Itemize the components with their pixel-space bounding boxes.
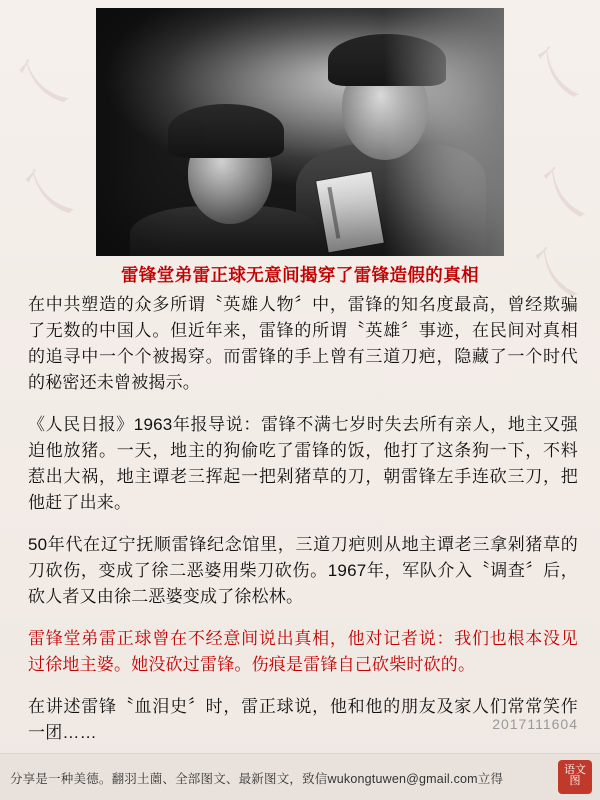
- site-logo-line1: 语文: [564, 764, 586, 776]
- watermark-mark: 乀: [525, 241, 584, 305]
- watermark-mark: 乀: [17, 160, 78, 226]
- page-title: 雷锋堂弟雷正球无意间揭穿了雷锋造假的真相: [121, 265, 479, 285]
- watermark-mark: 乀: [526, 40, 587, 106]
- article-id-stamp: 2017111604: [492, 716, 578, 732]
- paragraph-4-highlight: 雷锋堂弟雷正球曾在不经意间说出真相，他对记者说：我们也根本没见过徐地主婆。她没砍过雷锋。伤痕是雷锋自己砍柴时砍的。: [28, 629, 578, 674]
- photo-image: [96, 8, 504, 256]
- site-logo: [558, 760, 592, 794]
- footer-bar: [0, 753, 600, 800]
- paragraph-3: 50年代在辽宁抚顺雷锋纪念馆里，三道刀疤则从地主谭老三拿剁猪草的刀砍伤，变成了徐二恶婆用柴刀砍伤。1967年，军队介入〝调查〞后，砍人者又由徐二恶婆变成了徐松林。: [28, 535, 578, 606]
- photo-vignette: [96, 8, 504, 256]
- watermark-mark: 乀: [533, 160, 593, 226]
- paragraph-1: 在中共塑造的众多所谓〝英雄人物〞中，雷锋的知名度最高，曾经欺骗了无数的中国人。但近年来，雷锋的所谓〝英雄〞事迹，在民间对真相的追寻中一个个被揭穿。而雷锋的手上曾有三道刀疤，隐藏了一个时代的秘密还未曾被揭示。: [28, 295, 578, 392]
- footer-text: 分享是一种美德。翻羽土薗、全部图文、最新图文，致信wukongtuwen@gmail.com立得: [10, 772, 504, 786]
- site-logo-line2: 图: [569, 775, 581, 787]
- paragraph-5: 在讲述雷锋〝血泪史〞时，雷正球说，他和他的朋友及家人们常常笑作一团……: [28, 697, 578, 742]
- article-body: [28, 292, 578, 762]
- paragraph-2: 《人民日报》1963年报导说：雷锋不满七岁时失去所有亲人，地主又强迫他放猪。一天，地主的狗偷吃了雷锋的饭，他打了这条狗一下，不料惹出大祸，地主谭老三挥起一把剁猪草的刀，朝雷锋左手连砍三刀，把他赶了出来。: [28, 415, 578, 512]
- article-photo: [96, 8, 504, 256]
- watermark-mark: 乀: [10, 49, 73, 117]
